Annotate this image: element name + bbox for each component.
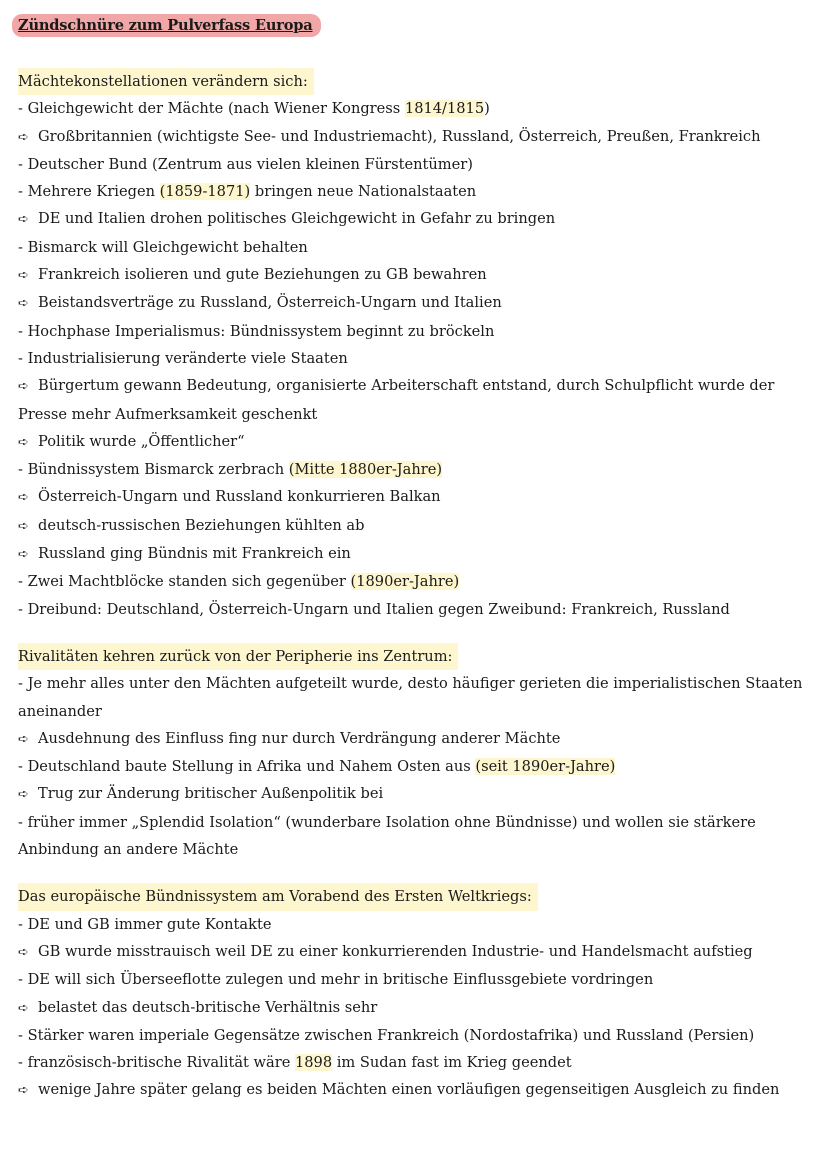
dash-list-item (18, 670, 808, 725)
arrow-list-item (18, 512, 810, 540)
dash-bullet: - (18, 1054, 28, 1072)
arrow-list-item (18, 994, 810, 1022)
arrow-icon: ➪ (18, 490, 29, 506)
dash-list-item (18, 911, 810, 938)
highlighted-date: (1859-1871) (159, 183, 251, 201)
arrow-icon: ➪ (18, 434, 29, 450)
dash-bullet: - (18, 183, 28, 201)
dash-bullet: - (18, 573, 28, 591)
dash-list-item (18, 1022, 810, 1049)
arrow-list-item (18, 1076, 810, 1104)
dash-list-item (18, 178, 810, 205)
item-text: französisch-britische Rivalität wäre (27, 1054, 295, 1072)
highlighted-date: 1898 (294, 1054, 333, 1072)
dash-bullet: - (18, 238, 28, 256)
item-text-after: bringen neue Nationalstaaten (250, 183, 477, 201)
item-text: Dreibund: Deutschland, Österreich-Ungarn und Italien gegen Zweibund: Frankreich, Russland (27, 600, 730, 618)
dash-bullet: - (18, 100, 28, 118)
item-text: Mehrere Kriegen (27, 183, 160, 201)
title-wrap (18, 14, 810, 48)
arrow-list-item (18, 725, 810, 753)
item-text: Je mehr alles unter den Mächten aufgeteilt wurde, desto häufiger gerieten die imperialistischen Staaten aneinander (18, 675, 803, 720)
item-text: Russland ging Bündnis mit Frankreich ein (38, 545, 351, 563)
item-text: Trug zur Änderung britischer Außenpolitik bei (38, 785, 384, 803)
dash-list-item (18, 809, 808, 864)
dash-bullet: - (18, 813, 28, 831)
arrow-icon: ➪ (18, 547, 29, 563)
arrow-list-item (18, 123, 810, 151)
dash-bullet: - (18, 1026, 28, 1044)
item-text: Ausdehnung des Einfluss fing nur durch Verdrängung anderer Mächte (38, 729, 561, 747)
dash-bullet: - (18, 758, 28, 776)
section-heading-line (18, 68, 810, 95)
section (18, 883, 810, 1104)
arrow-list-item (18, 938, 810, 966)
arrow-list-item (18, 289, 810, 317)
arrow-icon: ➪ (18, 268, 29, 284)
dash-list-item (18, 966, 810, 993)
highlighted-date: (Mitte 1880er-Jahre) (288, 461, 443, 479)
dash-list-item (18, 151, 810, 178)
dash-list-item (18, 318, 810, 345)
item-text: DE und GB immer gute Kontakte (27, 915, 272, 933)
item-text: Deutschland baute Stellung in Afrika und Nahem Osten aus (27, 758, 476, 776)
page-title: Zündschnüre zum Pulverfass Europa (12, 14, 321, 37)
arrow-icon: ➪ (18, 1083, 29, 1099)
item-text: früher immer „Splendid Isolation“ (wunderbare Isolation ohne Bündnisse) und wollen sie stärkere Anbindung an andere Mächte (18, 813, 756, 859)
arrow-list-item (18, 205, 810, 233)
item-text: Österreich-Ungarn und Russland konkurrieren Balkan (38, 488, 441, 506)
arrow-icon: ➪ (18, 296, 29, 312)
item-text: Stärker waren imperiale Gegensätze zwischen Frankreich (Nordostafrika) und Russland (Persien) (27, 1026, 755, 1044)
highlighted-date: (seit 1890er-Jahre) (475, 758, 616, 776)
item-text: DE und Italien drohen politisches Gleichgewicht in Gefahr zu bringen (38, 210, 556, 228)
arrow-list-item (18, 483, 810, 511)
item-text: wenige Jahre später gelang es beiden Mächten einen vorläufigen gegenseitigen Ausgleich zu finden (38, 1081, 780, 1099)
dash-list-item (18, 1049, 810, 1076)
section-heading: Das europäische Bündnissystem am Vorabend des Ersten Weltkriegs: (18, 883, 538, 910)
item-text: DE will sich Überseeflotte zulegen und mehr in britische Einflussgebiete vordringen (27, 971, 654, 989)
section (18, 643, 810, 863)
section (18, 68, 810, 623)
item-text: Industrialisierung veränderte viele Staaten (27, 349, 348, 367)
highlighted-date: 1814/1815 (404, 100, 485, 118)
item-text: Großbritannien (wichtigste See- und Industriemacht), Russland, Österreich, Preußen, Frankreich (38, 127, 761, 145)
arrow-list-item (18, 372, 808, 428)
item-text: Politik wurde „Öffentlicher“ (38, 432, 245, 450)
item-text: Frankreich isolieren und gute Beziehungen zu GB bewahren (38, 266, 487, 284)
item-text: Zwei Machtblöcke standen sich gegenüber (27, 573, 351, 591)
item-text: Gleichgewicht der Mächte (nach Wiener Kongress (27, 100, 405, 118)
sections-container (18, 68, 810, 1105)
arrow-icon: ➪ (18, 731, 29, 747)
dash-bullet: - (18, 675, 28, 693)
dash-list-item (18, 456, 810, 483)
dash-bullet: - (18, 322, 28, 340)
dash-bullet: - (18, 349, 28, 367)
item-text-after: ) (484, 100, 490, 118)
section-heading: Rivalitäten kehren zurück von der Peripherie ins Zentrum: (18, 643, 458, 670)
dash-bullet: - (18, 600, 28, 618)
arrow-icon: ➪ (18, 518, 29, 534)
arrow-list-item (18, 540, 810, 568)
arrow-list-item (18, 780, 810, 808)
dash-bullet: - (18, 971, 28, 989)
dash-bullet: - (18, 915, 28, 933)
item-text: deutsch-russischen Beziehungen kühlten ab (38, 516, 365, 534)
dash-list-item (18, 95, 810, 122)
arrow-icon: ➪ (18, 944, 29, 960)
item-text: Deutscher Bund (Zentrum aus vielen kleinen Fürstentümer) (27, 155, 473, 173)
item-text: Bündnissystem Bismarck zerbrach (27, 461, 289, 479)
item-text-after: im Sudan fast im Krieg geendet (332, 1054, 572, 1072)
dash-bullet: - (18, 155, 28, 173)
dash-list-item (18, 568, 810, 595)
arrow-icon: ➪ (18, 1000, 29, 1016)
dash-list-item (18, 753, 810, 780)
arrow-list-item (18, 261, 810, 289)
highlighted-date: (1890er-Jahre) (350, 573, 460, 591)
arrow-icon: ➪ (18, 129, 29, 145)
item-text: belastet das deutsch-britische Verhältnis sehr (38, 998, 378, 1016)
dash-list-item (18, 345, 810, 372)
section-heading-line (18, 883, 810, 910)
dash-bullet: - (18, 461, 28, 479)
arrow-list-item (18, 428, 810, 456)
arrow-icon: ➪ (18, 379, 29, 395)
dash-list-item (18, 596, 810, 623)
item-text: Hochphase Imperialismus: Bündnissystem beginnt zu bröckeln (27, 322, 495, 340)
item-text: Bürgertum gewann Bedeutung, organisierte Arbeiterschaft entstand, durch Schulpflicht wurde der Presse mehr Aufmerksamkeit geschenkt (18, 377, 775, 423)
arrow-icon: ➪ (18, 212, 29, 228)
section-heading-line (18, 643, 810, 670)
section-heading: Mächtekonstellationen verändern sich: (18, 68, 314, 95)
item-text: GB wurde misstrauisch weil DE zu einer konkurrierenden Industrie- und Handelsmacht aufstieg (38, 942, 753, 960)
dash-list-item (18, 234, 810, 261)
item-text: Beistandsverträge zu Russland, Österreich-Ungarn und Italien (38, 294, 502, 312)
item-text: Bismarck will Gleichgewicht behalten (27, 238, 308, 256)
arrow-icon: ➪ (18, 787, 29, 803)
